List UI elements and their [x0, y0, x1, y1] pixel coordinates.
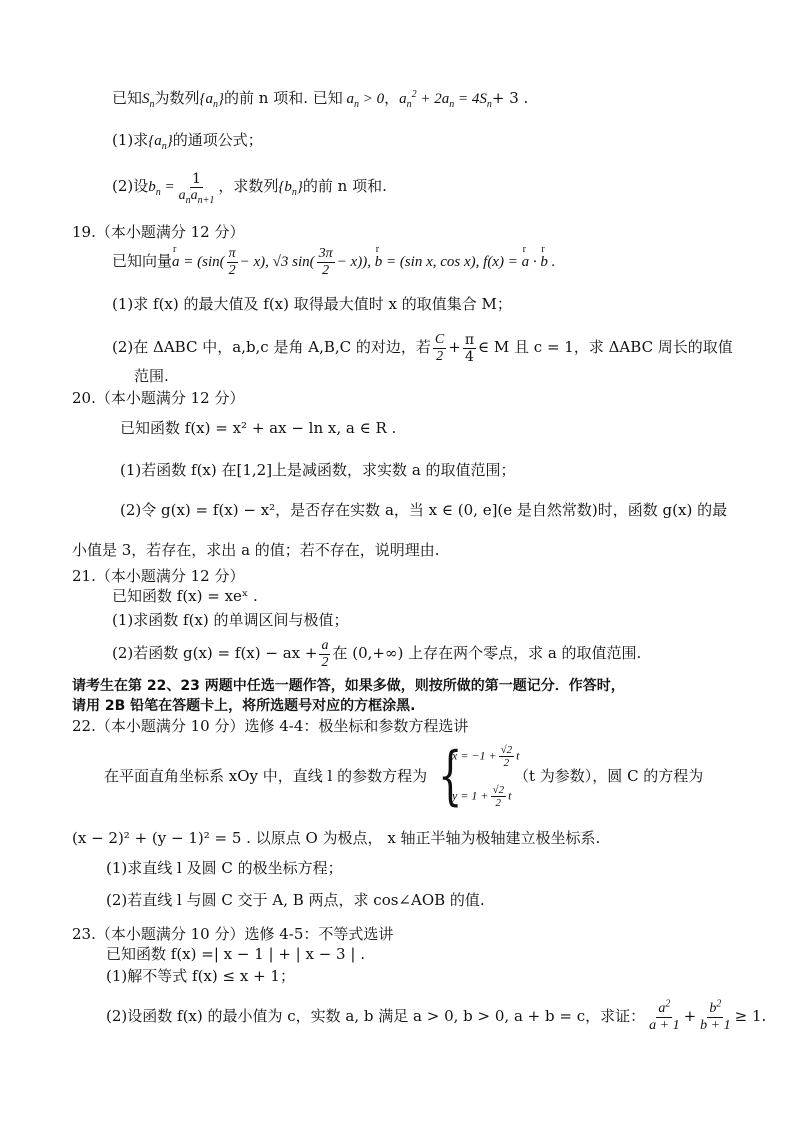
math-recurrence: $a_n^2 + 2a_n$	[399, 89, 455, 110]
brace-icon: {	[438, 739, 463, 813]
p23-header: 23.（本小题满分 10 分）选修 4-5：不等式选讲	[72, 925, 394, 943]
p21-q2: (2)若函数 g(x) = f(x) − ax + $\frac{a}{2}$ 在 (0,+∞) 上存在两个零点，求 a 的取值范围.	[112, 637, 642, 670]
p23-q1: (1)解不等式 f(x) ≤ x + 1；	[106, 967, 295, 985]
p19-q2-cont: 范围.	[134, 367, 169, 385]
math-an-pos: $a_n > 0$	[342, 91, 385, 110]
math-frac-bn: $\frac{1}{a_na_{n+1}}$	[178, 170, 215, 206]
p20-header: 20.（本小题满分 12 分）	[72, 389, 245, 407]
math-vectors: r a = (sin( $\frac{\pi}{2}$ − x), √3 sin( $\frac{3\pi}{2}$ − x)), r b = (sin x, cos x), f(x) = r a · r b .	[172, 254, 555, 270]
p21-given: 已知函数 f(x) = xeˣ .	[112, 587, 258, 605]
p21-header: 21.（本小题满分 12 分）	[72, 567, 245, 585]
p19-given: 已知向量r a = (sin( $\frac{\pi}{2}$ − x), √3 sin( $\frac{3\pi}{2}$ − x)), r b = (sin x, cos x), f(x) = r a · r b .	[112, 244, 555, 279]
p22-circle: (x − 2)² + (y − 1)² = 5 . 以原点 O 为极点， x 轴正半轴为极轴建立极坐标系.	[72, 829, 601, 847]
math-seq-b: $\{b_n\}$	[278, 179, 303, 198]
math-frac-b2b1: $\frac{b^2}{b + 1}$	[700, 997, 731, 1033]
p22-q1: (1)求直线 l 及圆 C 的极坐标方程；	[106, 859, 343, 877]
p22-given-tail: （t 为参数），圆 C 的方程为	[514, 767, 704, 785]
param-equation-system: { x = −1 + $\frac{√2}{2}$ t y = 1 + $\frac{√2}{2}$ t	[438, 739, 520, 813]
math-frac-a2a1: $\frac{a^2}{a + 1}$	[649, 997, 680, 1033]
math-bn: $b_n$ =	[148, 179, 175, 198]
p21-q1: (1)求函数 f(x) 的单调区间与极值；	[112, 611, 349, 629]
math-seq-a2: $\{a_n\}$	[148, 133, 173, 152]
p18-q2: (2)设$b_n$ = $\frac{1}{a_na_{n+1}}$ ，求数列$\{b_n\}$的前 n 项和.	[112, 170, 387, 206]
p23-given: 已知函数 f(x) =| x − 1 | + | x − 3 | .	[106, 945, 365, 963]
p19-q1: (1)求 f(x) 的最大值及 f(x) 取得最大值时 x 的取值集合 M；	[112, 295, 512, 313]
p20-given: 已知函数 f(x) = x² + ax − ln x, a ∈ R .	[120, 419, 397, 437]
p22-given: 在平面直角坐标系 xOy 中，直线 l 的参数方程为	[104, 767, 428, 785]
p20-q2-cont: 小值是 3，若存在，求出 a 的值；若不存在，说明理由.	[72, 541, 440, 559]
math-seq-a: $\{a_n\}$	[199, 91, 225, 110]
p20-q2: (2)令 g(x) = f(x) − x²，是否存在实数 a，当 x ∈ (0, e](e 是自然常数)时，函数 g(x) 的最	[120, 501, 728, 519]
p23-q2: (2)设函数 f(x) 的最小值为 c，实数 a, b 满足 a > 0, b > 0, a + b = c，求证： $\frac{a^2}{a + 1}$ + $\frac{b^2}{b + 1}$ ≥ 1.	[106, 997, 767, 1033]
p19-header: 19.（本小题满分 12 分）	[72, 223, 245, 241]
p18-q1: (1)求$\{a_n\}$的通项公式；	[112, 131, 263, 152]
p19-q2: (2)在 ΔABC 中，a,b,c 是角 A,B,C 的对边，若 $\frac{C}{2}$ + $\frac{\pi}{4}$ ∈ M 且 c = 1，求 ΔABC 周长的取值	[112, 331, 733, 365]
notice-line2: 请用 2B 铅笔在答题卡上，将所选题号对应的方框涂黑.	[72, 698, 416, 714]
notice-line1: 请考生在第 22、23 两题中任选一题作答，如果多做，则按所做的第一题记分．作答时，	[72, 678, 625, 694]
math-sub-n: n	[486, 99, 492, 110]
math-frac-a2: $\frac{a}{2}$	[321, 637, 329, 670]
math-S-n: $S_n$	[142, 91, 155, 110]
math-frac-pi4: $\frac{\pi}{4}$	[464, 331, 475, 365]
math-frac-C2: $\frac{C}{2}$	[434, 331, 445, 364]
p22-header: 22.（本小题满分 10 分）选修 4-4：极坐标和参数方程选讲	[72, 717, 469, 735]
p18-intro: 已知$S_n$为数列$\{a_n\}$的前 n 项和. 已知 $a_n > 0$，$a_n^2 + 2a_n = 4S_n+ 3$ .	[112, 89, 529, 110]
p20-q1: (1)若函数 f(x) 在[1,2]上是减函数，求实数 a 的取值范围；	[120, 461, 516, 479]
p22-q2: (2)若直线 l 与圆 C 交于 A, B 两点，求 cos∠AOB 的值.	[106, 891, 485, 909]
